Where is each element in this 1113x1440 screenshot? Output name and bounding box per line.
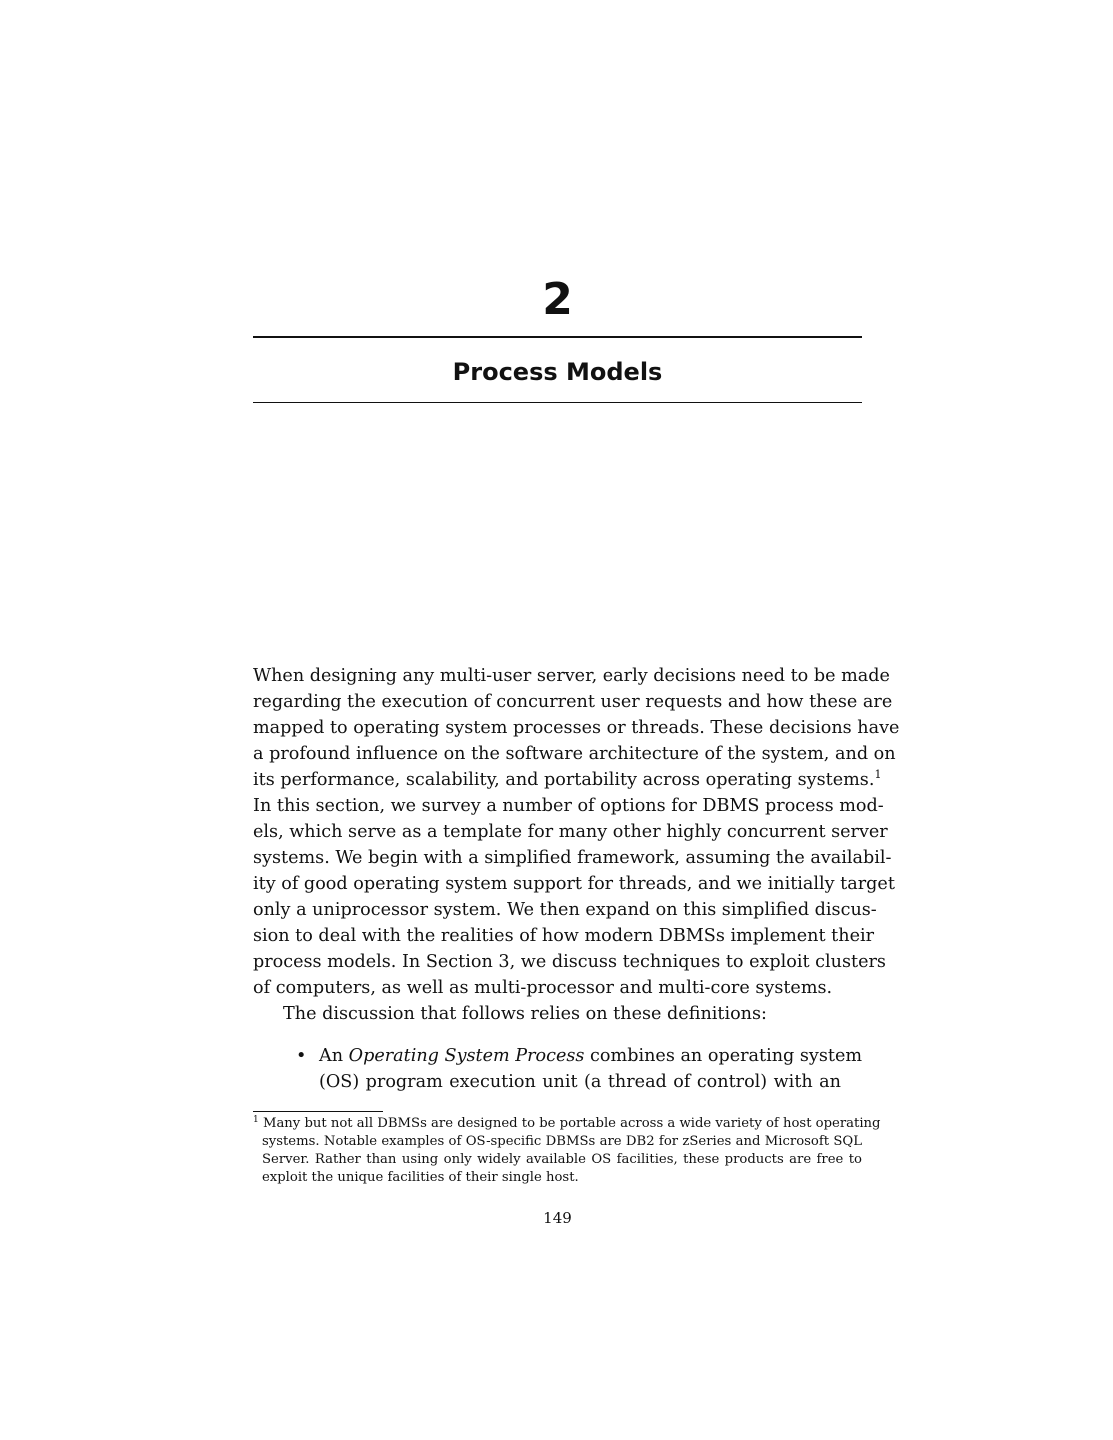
footnote-text: Many but not all DBMSs are designed to be portable across a wide variety of host operating	[262, 1116, 881, 1131]
paragraph-line: a profound influence on the software architecture of the system, and on	[253, 744, 896, 764]
paragraph-line: of computers, as well as multi-processor and multi-core systems.	[253, 978, 833, 998]
footnote-line: systems. Notable examples of OS-specific DBMSs are DB2 for zSeries and Microsoft SQL	[262, 1134, 862, 1149]
chapter-number: 2	[542, 274, 573, 325]
paragraph-line: process models. In Section 3, we discuss techniques to exploit clusters	[253, 952, 886, 972]
chapter-rule-bottom	[253, 402, 862, 403]
footnote-line: Server. Rather than using only widely available OS facilities, these products are free to	[262, 1152, 862, 1167]
footnote-line: exploit the unique facilities of their single host.	[262, 1170, 579, 1185]
footnote-mark: 1	[253, 1115, 259, 1125]
body-text	[253, 663, 900, 1027]
paragraph-line: only a uniprocessor system. We then expand on this simplified discus-	[253, 900, 877, 920]
list-item-line	[319, 1043, 863, 1069]
paragraph-line: els, which serve as a template for many other highly concurrent server	[253, 822, 888, 842]
list-item-text: combines an operating system	[584, 1046, 863, 1066]
bullet-icon: •	[296, 1046, 307, 1066]
defined-term: Operating System Process	[348, 1046, 585, 1066]
list-item-line: (OS) program execution unit (a thread of control) with an	[319, 1072, 841, 1092]
paragraph-line: In this section, we survey a number of options for DBMS process mod-	[253, 796, 884, 816]
chapter-rule-top	[253, 336, 862, 338]
footnote-reference: 1	[874, 768, 882, 781]
page-number: 149	[543, 1209, 572, 1227]
paragraph-line-with-footnote	[253, 767, 882, 793]
definition-list	[296, 1043, 863, 1095]
paragraph-2: The discussion that follows relies on these definitions:	[283, 1004, 767, 1024]
footnote	[253, 1115, 881, 1187]
paragraph-line: mapped to operating system processes or threads. These decisions have	[253, 718, 900, 738]
footnote-rule	[253, 1111, 383, 1112]
chapter-title: Process Models	[452, 358, 663, 386]
paragraph-line-text: its performance, scalability, and portability across operating systems.	[253, 770, 875, 790]
list-item	[296, 1043, 863, 1095]
paragraph-line: When designing any multi-user server, early decisions need to be made	[253, 666, 890, 686]
paragraph-line: ity of good operating system support for threads, and we initially target	[253, 874, 895, 894]
paragraph-line: systems. We begin with a simplified framework, assuming the availabil-	[253, 848, 892, 868]
paragraph-line: sion to deal with the realities of how modern DBMSs implement their	[253, 926, 875, 946]
paragraph-line: regarding the execution of concurrent user requests and how these are	[253, 692, 893, 712]
paragraph-1	[253, 663, 900, 1001]
footnote-line	[253, 1115, 881, 1133]
list-item-text: An	[319, 1046, 349, 1066]
